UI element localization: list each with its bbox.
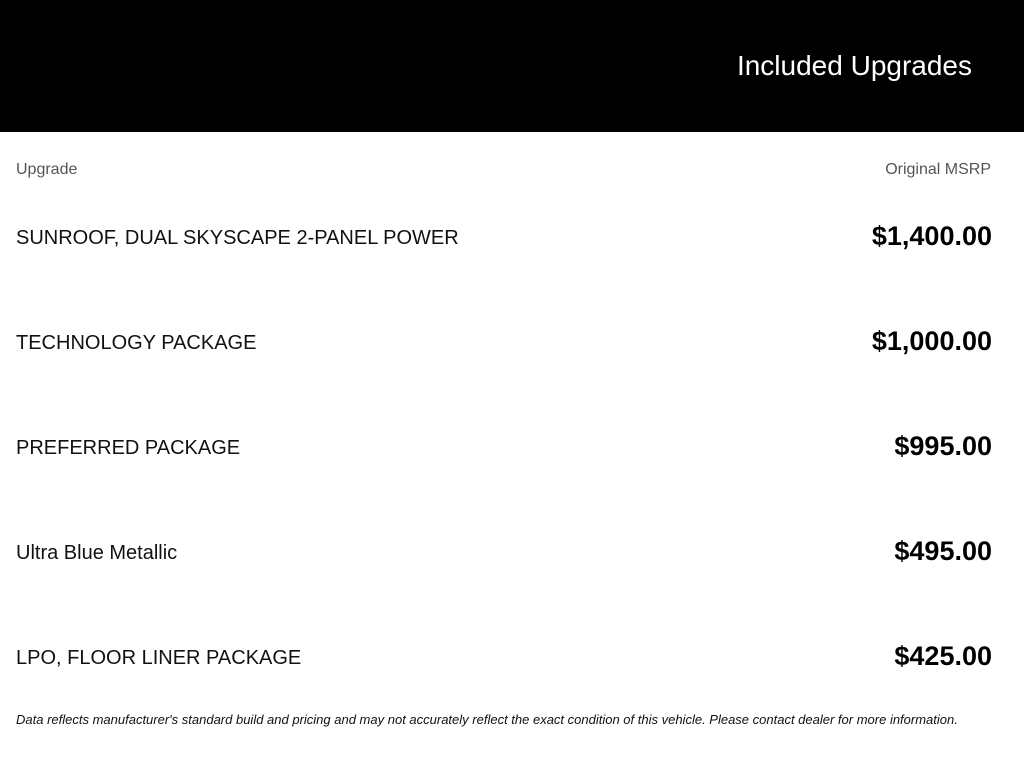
upgrades-list (0, 185, 1024, 710)
upgrade-price: $1,400.00 (871, 221, 992, 251)
upgrade-price: $1,000.00 (871, 326, 992, 356)
disclaimer-text: Data reflects manufacturer's standard build and pricing and may not accurately reflect the exact condition of this vehicle. Please contact dealer for more information. (16, 712, 958, 727)
upgrade-price: $995.00 (894, 431, 992, 461)
upgrade-price: $495.00 (894, 536, 992, 566)
column-header-msrp: Original MSRP (885, 161, 991, 178)
upgrade-name: SUNROOF, DUAL SKYSCAPE 2-PANEL POWER (16, 227, 459, 249)
header-bar (0, 0, 1024, 132)
column-header-upgrade: Upgrade (16, 161, 78, 178)
upgrade-row (0, 290, 1024, 395)
upgrade-row (0, 185, 1024, 290)
upgrade-name: PREFERRED PACKAGE (16, 437, 241, 459)
upgrade-name: Ultra Blue Metallic (16, 542, 178, 564)
upgrade-name: LPO, FLOOR LINER PACKAGE (16, 647, 302, 669)
upgrade-name: TECHNOLOGY PACKAGE (16, 332, 257, 354)
upgrade-row (0, 395, 1024, 500)
page-title: Included Upgrades (736, 50, 972, 81)
upgrade-price: $425.00 (894, 641, 992, 671)
upgrade-row (0, 500, 1024, 605)
upgrade-row (0, 605, 1024, 710)
